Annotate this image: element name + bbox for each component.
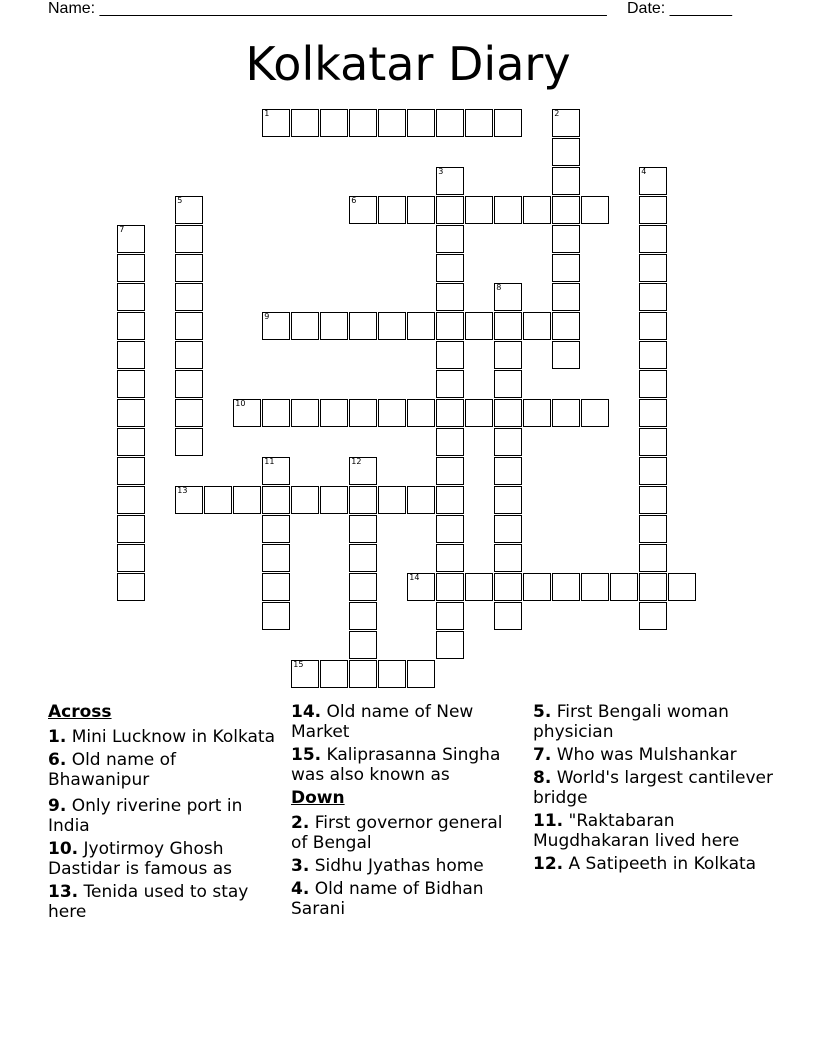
- grid-cell[interactable]: [378, 660, 406, 688]
- grid-cell[interactable]: [523, 196, 551, 224]
- grid-cell[interactable]: [117, 544, 145, 572]
- grid-cell[interactable]: [581, 196, 609, 224]
- grid-cell[interactable]: [494, 109, 522, 137]
- grid-cell[interactable]: [523, 312, 551, 340]
- grid-cell[interactable]: [349, 660, 377, 688]
- grid-cell[interactable]: [436, 544, 464, 572]
- grid-cell[interactable]: [117, 573, 145, 601]
- grid-cell[interactable]: [349, 631, 377, 659]
- grid-cell[interactable]: [233, 486, 261, 514]
- grid-cell[interactable]: [291, 399, 319, 427]
- cell-number: 10: [235, 399, 246, 409]
- clue-text: Kaliprasanna Singha was also known as: [291, 745, 501, 785]
- cell-number: 1: [264, 109, 270, 119]
- across-heading: Across: [48, 702, 112, 722]
- grid-cell[interactable]: [494, 486, 522, 514]
- cell-number: 14: [409, 573, 420, 583]
- grid-cell[interactable]: [465, 312, 493, 340]
- grid-cell[interactable]: [639, 283, 667, 311]
- across-clue-9: [48, 796, 280, 836]
- clue-text: Jyotirmoy Ghosh Dastidar is famous as: [48, 839, 233, 879]
- clue-text: Sidhu Jyathas home: [309, 856, 484, 876]
- grid-cell[interactable]: [494, 428, 522, 456]
- down-clue-2: [291, 813, 523, 853]
- grid-cell[interactable]: [552, 399, 580, 427]
- grid-cell[interactable]: [262, 486, 290, 514]
- grid-cell[interactable]: [407, 660, 435, 688]
- grid-cell[interactable]: [436, 631, 464, 659]
- grid-cell[interactable]: [117, 428, 145, 456]
- cell-number: 6: [351, 196, 357, 206]
- grid-cell[interactable]: [436, 283, 464, 311]
- grid-cell[interactable]: [349, 573, 377, 601]
- grid-cell[interactable]: [320, 660, 348, 688]
- cell-number: 7: [119, 225, 125, 235]
- clue-text: First governor general of Bengal: [291, 813, 503, 853]
- grid-cell[interactable]: [494, 399, 522, 427]
- grid-cell[interactable]: [407, 486, 435, 514]
- grid-cell[interactable]: [320, 312, 348, 340]
- grid-cell[interactable]: [262, 515, 290, 543]
- grid-cell[interactable]: [320, 109, 348, 137]
- grid-cell[interactable]: [552, 225, 580, 253]
- grid-cell[interactable]: [233, 399, 261, 427]
- grid-cell[interactable]: [407, 312, 435, 340]
- grid-cell[interactable]: [349, 312, 377, 340]
- clue-text: Old name of Bhawanipur: [48, 750, 176, 790]
- grid-cell[interactable]: [291, 486, 319, 514]
- grid-cell[interactable]: [639, 196, 667, 224]
- grid-cell[interactable]: [552, 341, 580, 369]
- down-clue-8: [533, 768, 773, 808]
- clue-number: 14.: [291, 702, 322, 722]
- grid-cell[interactable]: [639, 225, 667, 253]
- grid-cell[interactable]: [262, 109, 290, 137]
- cell-number: 11: [264, 457, 275, 467]
- clue-number: 15.: [291, 745, 322, 765]
- grid-cell[interactable]: [407, 109, 435, 137]
- grid-cell[interactable]: [494, 544, 522, 572]
- grid-cell[interactable]: [407, 196, 435, 224]
- grid-cell[interactable]: [117, 457, 145, 485]
- grid-cell[interactable]: [436, 196, 464, 224]
- grid-cell[interactable]: [117, 486, 145, 514]
- grid-cell[interactable]: [117, 515, 145, 543]
- grid-cell[interactable]: [494, 196, 522, 224]
- clue-number: 1.: [48, 727, 67, 747]
- clue-number: 8.: [533, 768, 552, 788]
- clue-text: Only riverine port in India: [48, 796, 243, 836]
- grid-cell[interactable]: [494, 457, 522, 485]
- clue-number: 3.: [291, 856, 310, 876]
- grid-cell[interactable]: [117, 341, 145, 369]
- grid-cell[interactable]: [436, 399, 464, 427]
- grid-cell[interactable]: [639, 486, 667, 514]
- grid-cell[interactable]: [436, 573, 464, 601]
- grid-cell[interactable]: [639, 312, 667, 340]
- cell-number: 8: [496, 283, 502, 293]
- grid-cell[interactable]: [349, 544, 377, 572]
- clues-column-1: [48, 702, 280, 925]
- grid-cell[interactable]: [262, 399, 290, 427]
- grid-cell[interactable]: [175, 399, 203, 427]
- clue-text: Old name of New Market: [291, 702, 474, 742]
- clue-text: A Satipeeth in Kolkata: [563, 854, 757, 874]
- grid-cell[interactable]: [262, 602, 290, 630]
- clue-number: 11.: [533, 811, 564, 831]
- grid-cell[interactable]: [436, 428, 464, 456]
- grid-cell[interactable]: [494, 283, 522, 311]
- grid-cell[interactable]: [349, 515, 377, 543]
- grid-cell[interactable]: [378, 196, 406, 224]
- grid-cell[interactable]: [349, 602, 377, 630]
- cell-number: 3: [438, 167, 444, 177]
- down-clue-12: [533, 854, 773, 874]
- clue-number: 7.: [533, 745, 552, 765]
- grid-cell[interactable]: [262, 457, 290, 485]
- grid-cell[interactable]: [175, 341, 203, 369]
- clue-number: 10.: [48, 839, 79, 859]
- grid-cell[interactable]: [436, 457, 464, 485]
- grid-cell[interactable]: [349, 196, 377, 224]
- grid-cell[interactable]: [117, 283, 145, 311]
- grid-cell[interactable]: [639, 254, 667, 282]
- grid-cell[interactable]: [378, 486, 406, 514]
- grid-cell[interactable]: [523, 573, 551, 601]
- clue-text: Old name of Bidhan Sarani: [291, 879, 484, 919]
- clues-column-3: [533, 702, 773, 877]
- down-clue-11: [533, 811, 773, 851]
- down-clue-3: [291, 856, 523, 876]
- grid-cell[interactable]: [175, 428, 203, 456]
- name-line: Name: _________________________________________________________: [48, 0, 607, 17]
- page-title: Kolkatar Diary: [245, 37, 571, 91]
- grid-cell[interactable]: [436, 109, 464, 137]
- grid-cell[interactable]: [639, 167, 667, 195]
- grid-cell[interactable]: [465, 399, 493, 427]
- grid-cell[interactable]: [320, 486, 348, 514]
- cell-number: 15: [293, 660, 304, 670]
- grid-cell[interactable]: [639, 370, 667, 398]
- clue-number: 9.: [48, 796, 67, 816]
- grid-cell[interactable]: [117, 399, 145, 427]
- cell-number: 5: [177, 196, 183, 206]
- grid-cell[interactable]: [262, 544, 290, 572]
- cell-number: 12: [351, 457, 362, 467]
- grid-cell[interactable]: [291, 312, 319, 340]
- grid-cell[interactable]: [668, 573, 696, 601]
- grid-cell[interactable]: [349, 457, 377, 485]
- grid-cell[interactable]: [262, 312, 290, 340]
- grid-cell[interactable]: [494, 573, 522, 601]
- cell-number: 13: [177, 486, 188, 496]
- clue-number: 2.: [291, 813, 310, 833]
- grid-cell[interactable]: [291, 660, 319, 688]
- grid-cell[interactable]: [175, 196, 203, 224]
- grid-cell[interactable]: [204, 486, 232, 514]
- across-clue-14: [291, 702, 523, 742]
- grid-cell[interactable]: [175, 225, 203, 253]
- grid-cell[interactable]: [552, 283, 580, 311]
- grid-cell[interactable]: [436, 602, 464, 630]
- grid-cell[interactable]: [175, 370, 203, 398]
- grid-cell[interactable]: [175, 283, 203, 311]
- grid-cell[interactable]: [494, 515, 522, 543]
- clue-text: "Raktabaran Mugdhakaran lived here: [533, 811, 740, 851]
- across-clue-15: [291, 745, 523, 785]
- grid-cell[interactable]: [436, 312, 464, 340]
- grid-cell[interactable]: [552, 312, 580, 340]
- grid-cell[interactable]: [117, 370, 145, 398]
- clue-number: 13.: [48, 882, 79, 902]
- grid-cell[interactable]: [552, 573, 580, 601]
- grid-cell[interactable]: [378, 399, 406, 427]
- cell-number: 2: [554, 109, 560, 119]
- grid-cell[interactable]: [175, 254, 203, 282]
- grid-cell[interactable]: [378, 312, 406, 340]
- clues-column-2: [291, 702, 523, 922]
- grid-cell[interactable]: [552, 254, 580, 282]
- grid-cell[interactable]: [639, 602, 667, 630]
- across-clue-6: [48, 750, 280, 790]
- grid-cell[interactable]: [610, 573, 638, 601]
- clue-number: 4.: [291, 879, 310, 899]
- clue-text: Mini Lucknow in Kolkata: [66, 727, 275, 747]
- grid-cell[interactable]: [436, 167, 464, 195]
- grid-cell[interactable]: [436, 225, 464, 253]
- grid-cell[interactable]: [465, 573, 493, 601]
- grid-cell[interactable]: [262, 573, 290, 601]
- grid-cell[interactable]: [639, 341, 667, 369]
- grid-cell[interactable]: [552, 167, 580, 195]
- grid-cell[interactable]: [349, 486, 377, 514]
- grid-cell[interactable]: [494, 312, 522, 340]
- grid-cell[interactable]: [436, 254, 464, 282]
- grid-cell[interactable]: [320, 399, 348, 427]
- grid-cell[interactable]: [436, 515, 464, 543]
- grid-cell[interactable]: [407, 399, 435, 427]
- clue-number: 6.: [48, 750, 67, 770]
- grid-cell[interactable]: [349, 399, 377, 427]
- grid-cell[interactable]: [552, 109, 580, 137]
- grid-cell[interactable]: [117, 312, 145, 340]
- down-heading: Down: [291, 788, 345, 808]
- cell-number: 9: [264, 312, 270, 322]
- clue-text: First Bengali woman physician: [533, 702, 729, 742]
- grid-cell[interactable]: [436, 370, 464, 398]
- grid-cell[interactable]: [639, 515, 667, 543]
- grid-cell[interactable]: [436, 341, 464, 369]
- grid-cell[interactable]: [436, 486, 464, 514]
- grid-cell[interactable]: [639, 573, 667, 601]
- grid-cell[interactable]: [175, 312, 203, 340]
- clue-text: World's largest cantilever bridge: [533, 768, 773, 808]
- across-clue-10: [48, 839, 280, 879]
- grid-cell[interactable]: [552, 138, 580, 166]
- grid-cell[interactable]: [465, 196, 493, 224]
- grid-cell[interactable]: [639, 399, 667, 427]
- grid-cell[interactable]: [523, 399, 551, 427]
- clue-text: Who was Mulshankar: [551, 745, 737, 765]
- grid-cell[interactable]: [552, 196, 580, 224]
- grid-cell[interactable]: [639, 457, 667, 485]
- clue-number: 12.: [533, 854, 564, 874]
- grid-cell[interactable]: [581, 399, 609, 427]
- grid-cell[interactable]: [117, 254, 145, 282]
- grid-cell[interactable]: [639, 428, 667, 456]
- grid-cell[interactable]: [639, 544, 667, 572]
- cell-number: 4: [641, 167, 647, 177]
- down-clue-7: [533, 745, 773, 765]
- grid-cell[interactable]: [494, 370, 522, 398]
- grid-cell[interactable]: [581, 573, 609, 601]
- grid-cell[interactable]: [465, 109, 493, 137]
- grid-cell[interactable]: [175, 486, 203, 514]
- grid-cell[interactable]: [291, 109, 319, 137]
- date-line: Date: _______: [627, 0, 732, 17]
- grid-cell[interactable]: [378, 109, 406, 137]
- across-clue-13: [48, 882, 280, 922]
- clue-number: 5.: [533, 702, 552, 722]
- down-clue-4: [291, 879, 523, 919]
- grid-cell[interactable]: [117, 225, 145, 253]
- clue-text: Tenida used to stay here: [48, 882, 249, 922]
- grid-cell[interactable]: [407, 573, 435, 601]
- across-clue-1: [48, 727, 280, 747]
- grid-cell[interactable]: [494, 602, 522, 630]
- down-clue-5: [533, 702, 773, 742]
- grid-cell[interactable]: [494, 341, 522, 369]
- grid-cell[interactable]: [349, 109, 377, 137]
